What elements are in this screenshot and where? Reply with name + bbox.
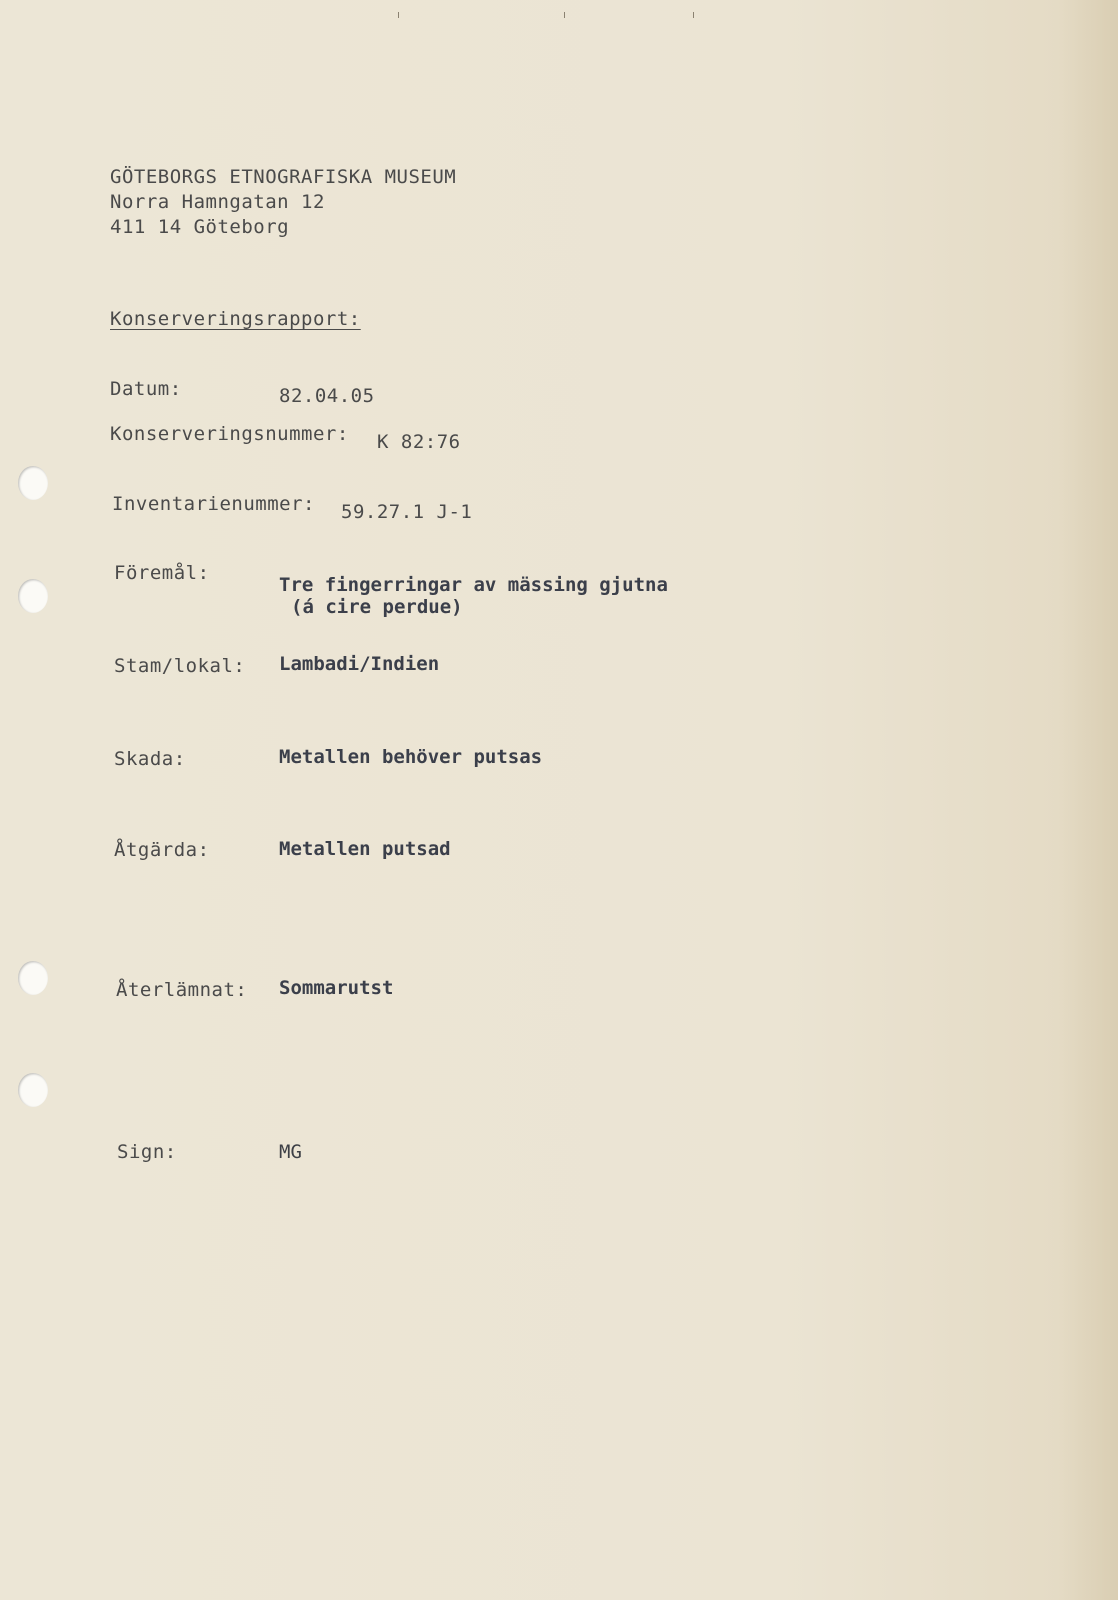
inventarienummer-label: Inventarienummer:	[112, 493, 315, 515]
skada-label: Skada:	[114, 748, 186, 770]
foremal-value-line2: (á cire perdue)	[291, 596, 463, 618]
punch-hole	[18, 961, 48, 995]
paper-edge-shading	[1058, 0, 1118, 1600]
punch-hole	[18, 1073, 48, 1107]
konserveringsnummer-value: K 82:76	[377, 431, 461, 453]
paper-mark	[693, 12, 694, 18]
foremal-label: Föremål:	[114, 562, 210, 584]
aterlamnat-value: Sommarutst	[279, 977, 394, 999]
stam-lokal-value: Lambadi/Indien	[279, 653, 440, 675]
sign-label: Sign:	[117, 1141, 177, 1163]
paper-mark	[564, 12, 565, 18]
museum-name: GÖTEBORGS ETNOGRAFISKA MUSEUM	[110, 166, 457, 188]
punch-hole	[18, 579, 48, 613]
konserveringsnummer-label: Konserveringsnummer:	[110, 423, 349, 445]
inventarienummer-value: 59.27.1 J-1	[341, 501, 473, 523]
museum-postal: 411 14 Göteborg	[110, 216, 290, 238]
aterlamnat-label: Återlämnat:	[116, 979, 248, 1001]
report-title: Konserveringsrapport:	[110, 308, 361, 330]
paper-mark	[398, 12, 399, 18]
museum-street: Norra Hamngatan 12	[110, 191, 325, 213]
atgard-label: Åtgärda:	[114, 839, 210, 861]
skada-value: Metallen behöver putsas	[279, 746, 543, 768]
datum-label: Datum:	[110, 378, 182, 400]
foremal-value-line1: Tre fingerringar av mässing gjutna	[279, 574, 668, 596]
datum-value: 82.04.05	[279, 385, 375, 407]
stam-lokal-label: Stam/lokal:	[114, 655, 246, 677]
atgard-value: Metallen putsad	[279, 838, 451, 860]
punch-hole	[18, 466, 48, 500]
sign-value: MG	[279, 1141, 302, 1163]
